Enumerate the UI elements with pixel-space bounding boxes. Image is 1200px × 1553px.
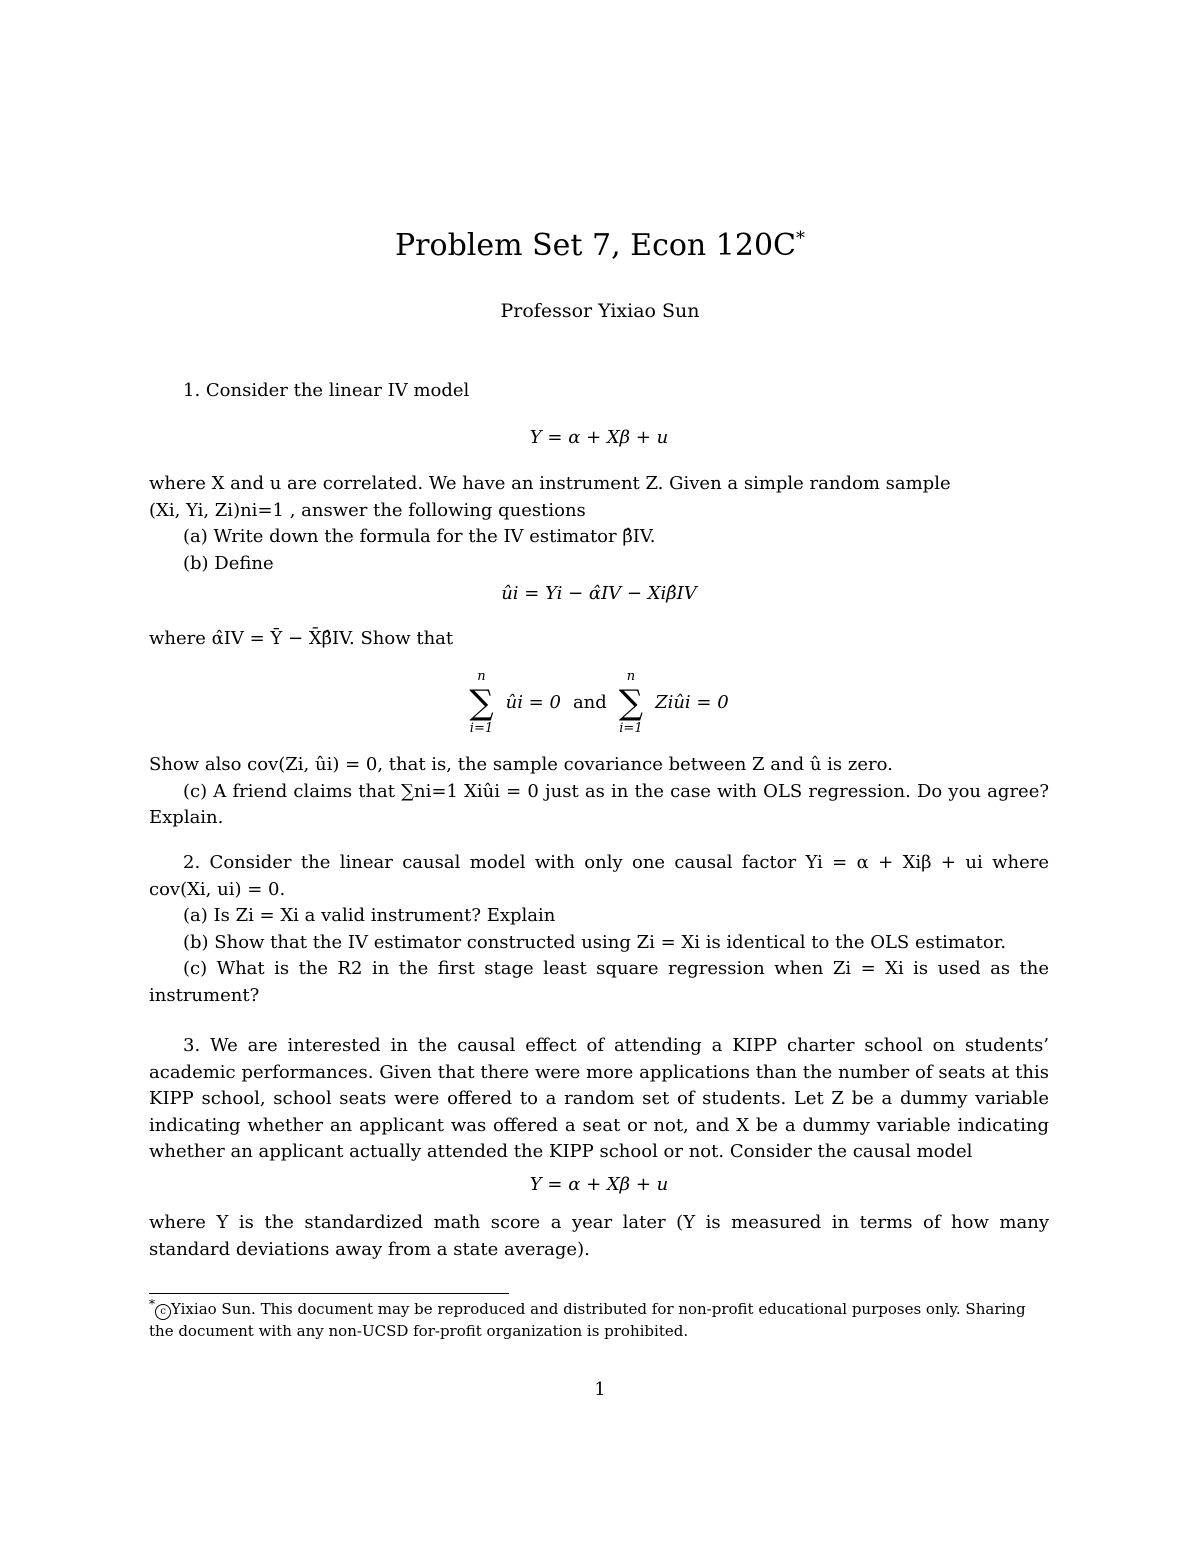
footnote <box>149 1298 1049 1342</box>
q3-model-equation: Y = α + Xβ + u <box>529 1173 669 1195</box>
q2-part-b: (b) Show that the IV estimator constructed using Zi = Xi is identical to the OLS estimator. <box>183 931 1007 953</box>
q1-residual-equation: ûi = Yi − α̂IV − Xiβ̂IV <box>501 583 697 604</box>
q1-sum-equations <box>149 658 1049 748</box>
question-3 <box>149 1033 1049 1263</box>
footnote-mark: * <box>149 1297 155 1311</box>
q2-intro: 2. Consider the linear causal model with only one causal factor Yi = α + Xiβ + ui where cov(Xi, ui) = 0. <box>149 852 1049 900</box>
sum-symbol-left: n ∑ i=1 <box>469 669 494 736</box>
question-1 <box>149 378 1049 832</box>
author-line: Professor Yixiao Sun <box>500 300 700 322</box>
sum-symbol-right: n ∑ i=1 <box>618 669 644 736</box>
page-title: Problem Set 7, Econ 120C* <box>394 228 805 263</box>
q1-intro: 1. Consider the linear IV model <box>183 380 470 401</box>
q1-paragraph-line2: (Xi, Yi, Zi)ni=1 , answer the following questions <box>149 499 586 521</box>
q3-after: where Y is the standardized math score a year later (Y is measured in terms of how many standard deviations away from a state average). <box>149 1212 1049 1260</box>
question-2 <box>149 850 1049 1009</box>
page-number: 1 <box>594 1379 606 1400</box>
sum-right-term: Ziûi = 0 <box>655 691 729 713</box>
q1-part-c: (c) A friend claims that ∑ni=1 Xiûi = 0 just as in the case with OLS regression. Do you agree? Explain. <box>149 780 1049 828</box>
q1-model-equation: Y = α + Xβ + u <box>529 426 669 448</box>
copyright-symbol: c <box>155 1304 171 1320</box>
footnote-rule <box>149 1293 509 1294</box>
sum-and-word: and <box>572 691 607 713</box>
q1-part-b: (b) Define <box>183 552 274 574</box>
q2-part-a: (a) Is Zi = Xi a valid instrument? Explain <box>183 905 556 926</box>
q3-intro: 3. We are interested in the causal effect of attending a KIPP charter school on students’ academic performances. Given that there were more applications than the number of seats at this KIPP school, school seats were offered to a random set of students. Let Z be a dummy variable indicating whether an applicant was offered a seat or not, and X be a dummy variable indicating whether an applicant actually attended the KIPP school or not. Consider the causal model <box>149 1035 1049 1162</box>
q1-part-a: (a) Write down the formula for the IV estimator β̂IV. <box>183 526 656 547</box>
title-footnote-mark: * <box>796 228 805 249</box>
q1-paragraph-line1: where X and u are correlated. We have an instrument Z. Given a simple random sample <box>149 473 951 494</box>
sum-left-term: ûi = 0 <box>505 691 561 713</box>
q1-show-also: Show also cov(Zi, ûi) = 0, that is, the sample covariance between Z and û is zero. <box>149 754 893 775</box>
footnote-text: Yixiao Sun. This document may be reproduced and distributed for non-profit educational purposes only. Sharing the document with any non-UCSD for-profit organization is prohibited. <box>149 1300 1026 1340</box>
q1-where-alpha: where α̂IV = Ȳ − X̄β̂IV. Show that <box>149 627 454 649</box>
q2-part-c: (c) What is the R2 in the first stage least square regression when Zi = Xi is used as the instrument? <box>149 958 1049 1006</box>
